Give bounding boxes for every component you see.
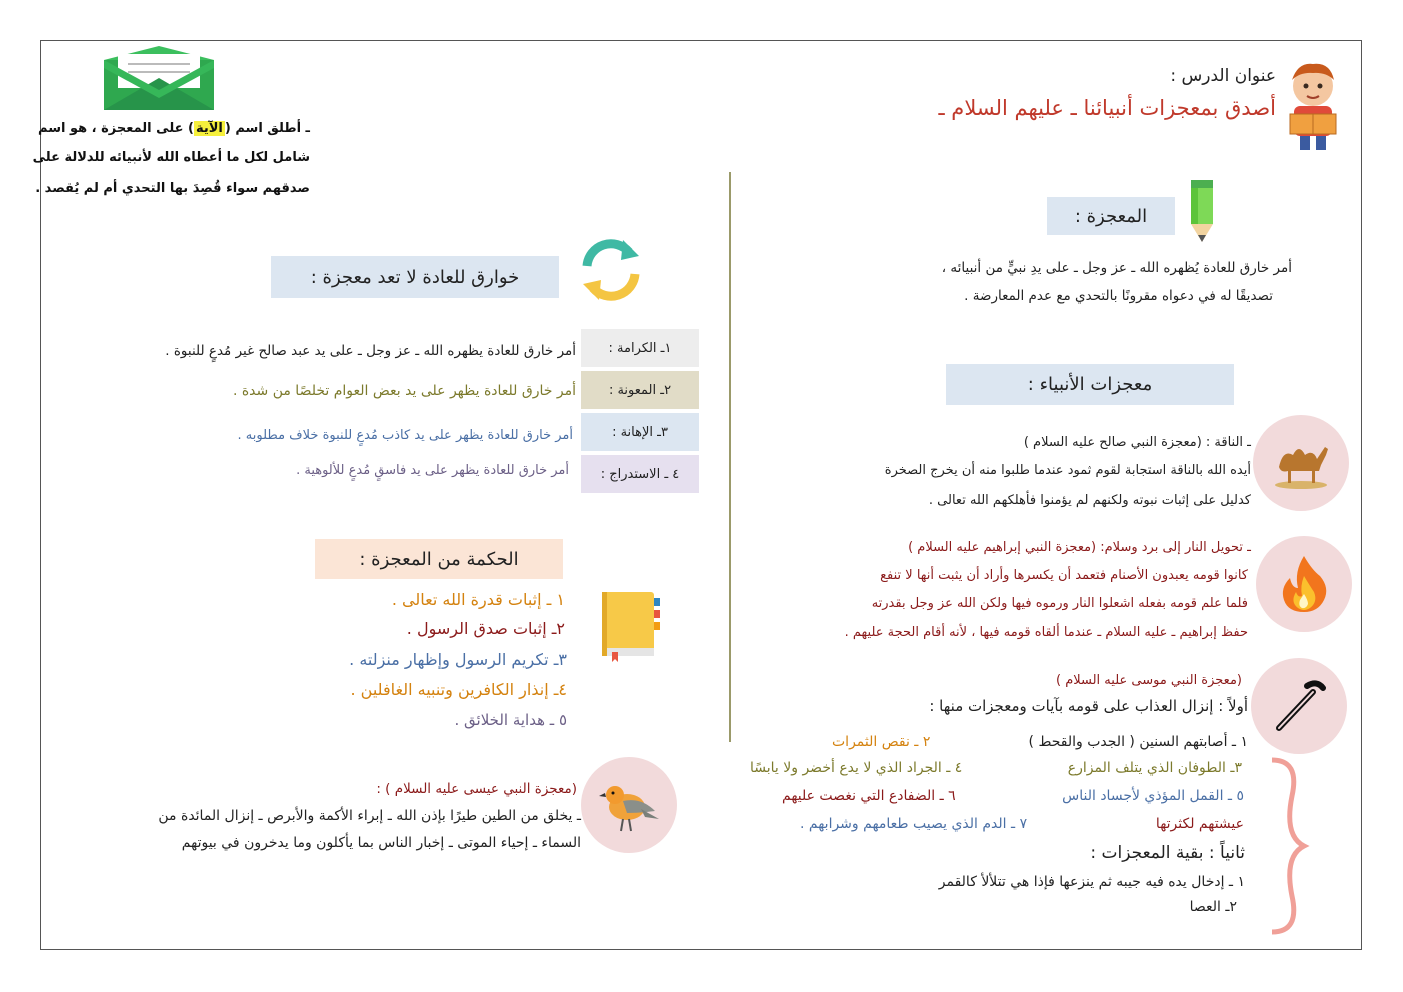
- refresh-icon: [577, 236, 645, 304]
- maouna-desc: أمر خارق للعادة يظهر على يد بعض العوام تخلصًا من شدة .: [232, 383, 576, 399]
- musa-first: أولاً : إنزال العذاب على قومه بآيات ومعجزات منها :: [929, 697, 1248, 715]
- miracle-def-line-1: أمر خارق للعادة يُظهره الله ـ عز وجل ـ على يدِ نبيٍّ من أنبيائه ،: [941, 260, 1292, 276]
- staff-icon: [1251, 658, 1347, 754]
- musa-item-5: ٥ ـ القمل المؤذي لأجساد الناس: [1062, 788, 1244, 804]
- column-divider: [729, 172, 731, 742]
- musa-item-2: ٢ ـ نقص الثمرات: [832, 734, 931, 750]
- boy-reading-icon: [1280, 58, 1346, 154]
- wisdom-item-2: ٢ـ إثبات صدق الرسول .: [406, 619, 565, 638]
- istidraj-desc: أمر خارق للعادة يظهر على يد فاسقٍ مُدعٍ للألوهية .: [296, 463, 569, 478]
- ihana-label: ٣ـ الإهانة :: [581, 413, 699, 451]
- istidraj-label: ٤ ـ الاستدراج :: [581, 455, 699, 493]
- extraordinary-heading: خوارق للعادة لا تعد معجزة :: [271, 256, 559, 298]
- musa-item-4: ٤ ـ الجراد الذي لا يدع أخضر ولا يابسًا: [750, 760, 963, 776]
- bird-icon: [581, 757, 677, 853]
- miracle-heading: المعجزة :: [1047, 197, 1175, 235]
- note-highlight: الآية: [195, 121, 223, 136]
- wisdom-item-1: ١ ـ إثبات قدرة الله تعالى .: [391, 590, 565, 609]
- note-line-1-end: ) على المعجزة ، هو اسم: [38, 121, 194, 136]
- ihana-desc: أمر خارق للعادة يظهر على يد كاذب مُدعٍ للنبوة خلاف مطلوبه .: [237, 428, 573, 443]
- isa-title: (معجزة النبي عيسى عليه السلام ) :: [376, 781, 577, 797]
- camel-icon: [1253, 415, 1349, 511]
- note-line-2: شامل لكل ما أعطاه الله لأنبيائه للدلالة على: [32, 150, 310, 165]
- note-line-1-start: ـ أطلق اسم (: [224, 121, 310, 136]
- musa-title: (معجزة النبي موسى عليه السلام ): [1055, 673, 1242, 688]
- karama-desc: أمر خارق للعادة يظهره الله ـ عز وجل ـ على يد عبد صالح غير مُدعٍ للنبوة .: [165, 343, 576, 359]
- musa-item-7: ٧ ـ الدم الذي يصيب طعامهم وشرابهم .: [800, 816, 1028, 832]
- note-line-1: [38, 121, 310, 136]
- wisdom-item-5: ٥ ـ هداية الخلائق .: [454, 711, 567, 729]
- musa-second: ثانياً : بقية المعجزات :: [1090, 843, 1245, 863]
- saleh-title: ـ الناقة : (معجزة النبي صالح عليه السلام ): [1023, 435, 1251, 450]
- envelope-icon: [104, 46, 214, 110]
- isa-line-2: السماء ـ إحياء الموتى ـ إخبار الناس بما يأكلون وما يدخرون في بيوتهم: [181, 835, 581, 851]
- wisdom-heading: الحكمة من المعجزة :: [315, 539, 563, 579]
- isa-line-1: ـ يخلق من الطين طيرًا بإذن الله ـ إبراء الأكمة والأبرص ـ إنزال المائدة من: [158, 808, 581, 824]
- musa-rest-1: ١ ـ إدخال يده فيه جيبه ثم ينزعها فإذا هي تتلألأ كالقمر: [938, 874, 1245, 890]
- maouna-label: ٢ـ المعونة :: [581, 371, 699, 409]
- pencil-icon: [1187, 180, 1217, 242]
- saleh-line-1: أيده الله بالناقة استجابة لقوم ثمود عندما طلبوا منه أن يخرج الصخرة: [884, 463, 1251, 478]
- ibrahim-line-1: كانوا قومه يعبدون الأصنام فتعمد أن يكسرها وأراد أن يثبت أنها لا تنفع: [880, 568, 1248, 583]
- prophets-heading: معجزات الأنبياء :: [946, 364, 1234, 405]
- musa-item-1: ١ ـ أصابتهم السنين ( الجدب والقحط ): [1028, 734, 1248, 750]
- curly-brace: [1262, 756, 1310, 936]
- musa-item-3: ٣ـ الطوفان الذي يتلف المزارع: [1067, 760, 1242, 776]
- karama-label: ١ـ الكرامة :: [581, 329, 699, 367]
- ibrahim-line-3: حفظ إبراهيم ـ عليه السلام ـ عندما ألقاه قومه فيها ، لأنه أقام الحجة عليهم .: [844, 625, 1248, 640]
- wisdom-item-3: ٣ـ تكريم الرسول وإظهار منزلته .: [349, 650, 567, 669]
- wisdom-item-4: ٤ـ إنذار الكافرين وتنبيه الغافلين .: [350, 680, 567, 699]
- saleh-line-2: كدليل على إثبات نبوته ولكنهم لم يؤمنوا فأهلكهم الله تعالى .: [928, 493, 1251, 508]
- book-icon: [598, 590, 662, 662]
- lesson-title-label: عنوان الدرس :: [1170, 66, 1276, 86]
- musa-item-6: ٦ ـ الضفادع التي نغصت عليهم: [782, 788, 956, 804]
- musa-rest-2: ٢ـ العصا: [1189, 899, 1237, 915]
- musa-item-6b: عيشتهم لكثرتها: [1155, 816, 1244, 832]
- miracle-def-line-2: تصديقًا له في دعواه مقرونًا بالتحدي مع عدم المعارضة .: [964, 288, 1273, 304]
- lesson-title: أصدق بمعجزات أنبيائنا ـ عليهم السلام ـ: [938, 96, 1276, 120]
- ibrahim-line-2: فلما علم قومه بفعله اشعلوا النار ورموه فيها ولكن الله عز وجل بقدرته: [871, 596, 1248, 611]
- ibrahim-title: ـ تحويل النار إلى برد وسلام: (معجزة النبي إبراهيم عليه السلام ): [908, 540, 1251, 555]
- note-line-3: صدقهم سواء قُصِدَ بها التحدي أم لم يُقصد .: [35, 181, 310, 196]
- fire-icon: [1256, 536, 1352, 632]
